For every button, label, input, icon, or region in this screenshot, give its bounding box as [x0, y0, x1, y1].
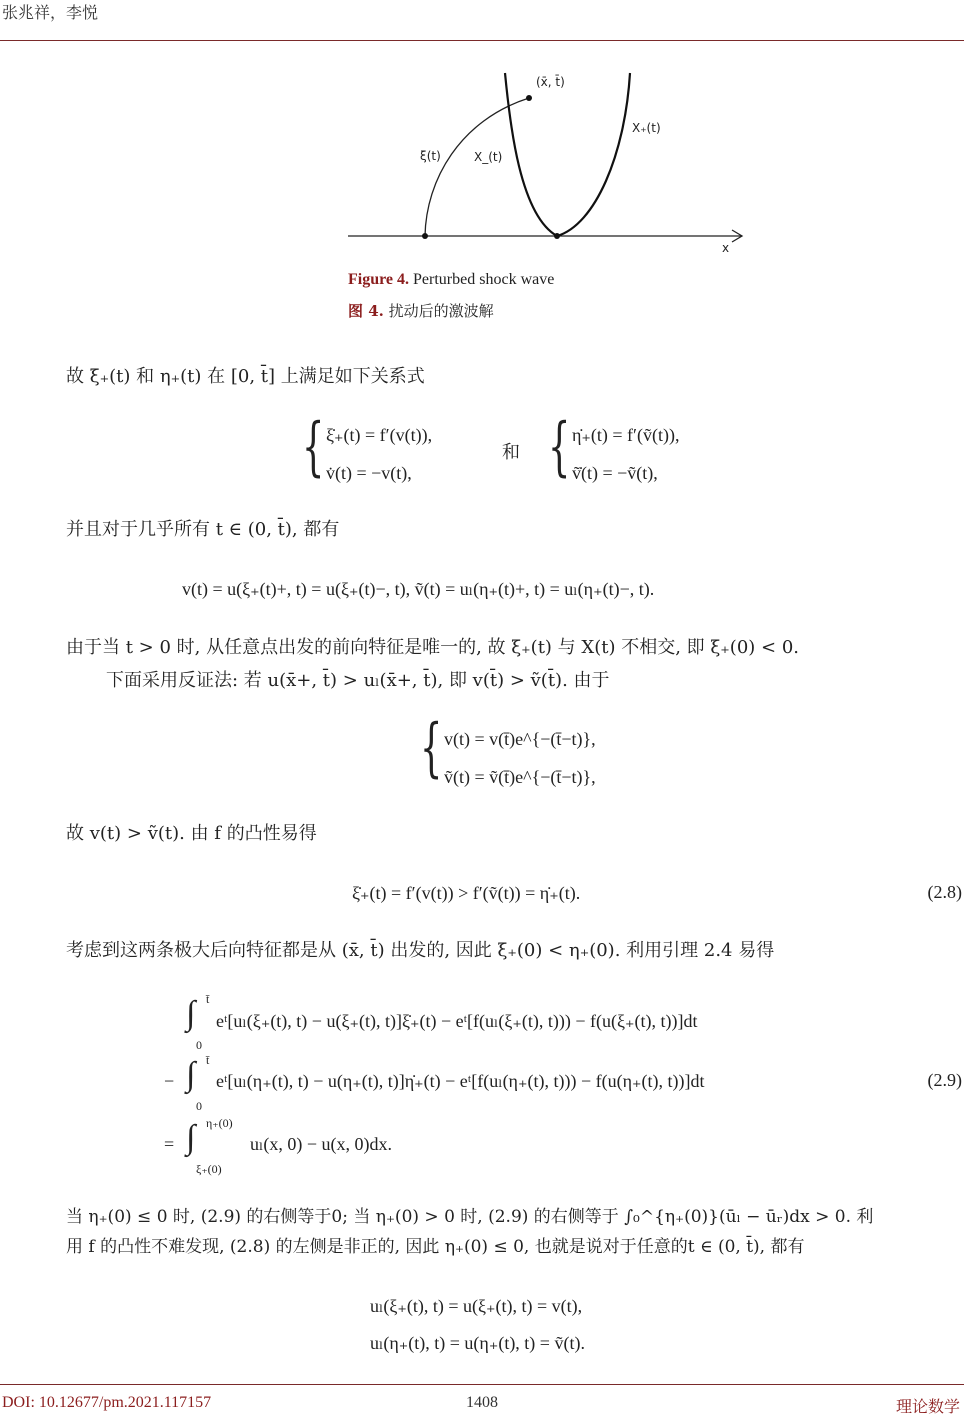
paragraph-2: 并且对于几乎所有 t ∈ (0, t̄), 都有 — [66, 519, 340, 540]
caption-cn — [348, 300, 494, 321]
point-xbar-tbar — [526, 95, 532, 101]
footer-rule — [0, 1384, 964, 1385]
point-start-xi — [422, 233, 428, 239]
label-xi: ξ(t) — [420, 149, 441, 163]
parabola-curve — [505, 73, 630, 236]
paragraph-7: 当 η₊(0) ≤ 0 时, (2.9) 的右侧等于0; 当 η₊(0) > 0 时, (2.9) 的右侧等于 ∫₀^{η₊(0)}(ūₗ − ūᵣ)dx > 0. 利 — [66, 1207, 874, 1227]
equation-v: v(t) = u(ξ₊(t)+, t) = u(ξ₊(t)−, t), ṽ(t) = uₗ(η₊(t)+, t) = uₗ(η₊(t)−, t). — [182, 579, 655, 599]
equation-2-9-line-1: eᵗ[uₗ(ξ₊(t), t) − u(ξ₊(t), t)]ξ̇₊(t) − eᵗ[f(uₗ(ξ₊(t), t))) − f(u(ξ₊(t), t))]dt — [216, 1011, 698, 1031]
paragraph-3: 由于当 t > 0 时, 从任意点出发的前向特征是唯一的, 故 ξ₊(t) 与 X(t) 不相交, 即 ξ₊(0) < 0. — [66, 637, 799, 658]
system-1-line-a: ξ̇₊(t) = f′(v(t)), — [326, 425, 433, 445]
caption-en — [348, 271, 554, 289]
header-authors: 张兆祥，李悦 — [2, 3, 99, 22]
paragraph-4: 下面采用反证法: 若 u(x̄+, t̄) > uₗ(x̄+, t̄), 即 v(t̄) > ṽ(t̄). 由于 — [106, 670, 610, 691]
label-point: (x̄, t̄) — [536, 75, 565, 89]
system-1-line-b: v̇(t) = −v(t), — [326, 463, 412, 483]
equation-2-9-line-2: eᵗ[uₗ(η₊(t), t) − u(η₊(t), t)]η̇₊(t) − eᵗ[f(uₗ(η₊(t), t))) − f(u(η₊(t), t))]dt — [216, 1071, 705, 1091]
caption-en-label: Figure 4. — [348, 271, 410, 288]
paragraph-1: 故 ξ₊(t) 和 η₊(t) 在 [0, t̄] 上满足如下关系式 — [66, 366, 425, 387]
point-vertex — [554, 233, 560, 239]
label-x-axis: x — [722, 241, 730, 255]
minus-sign: − — [164, 1071, 175, 1091]
integral-3-upper: η₊(0) — [206, 1116, 233, 1130]
integral-3-lower: ξ₊(0) — [196, 1162, 222, 1176]
equation-end-1: uₗ(ξ₊(t), t) = u(ξ₊(t), t) = v(t), — [370, 1296, 583, 1316]
equals-sign: = — [164, 1134, 175, 1154]
integral-1-upper: t̄ — [206, 992, 210, 1006]
footer-page-number: 1408 — [466, 1394, 498, 1411]
paragraph-8: 用 f 的凸性不难发现, (2.8) 的左侧是非正的, 因此 η₊(0) ≤ 0, 也就是说对于任意的t ∈ (0, t̄), 都有 — [66, 1237, 805, 1257]
footer-doi-link[interactable]: DOI: 10.12677/pm.2021.117157 — [2, 1394, 212, 1411]
brace-system-1: { — [302, 410, 325, 484]
integral-2-lower: 0 — [196, 1099, 202, 1113]
label-xplus: X₊(t) — [632, 121, 661, 135]
system-3-line-b: ṽ(t) = ṽ(t̄)e^{−(t̄−t)}, — [444, 767, 596, 787]
brace-system-2: { — [548, 410, 571, 484]
equation-number-2-8: (2.8) — [927, 882, 962, 902]
label-xminus: X_(t) — [474, 150, 503, 164]
equation-2-9-line-3: uₗ(x, 0) − u(x, 0)dx. — [250, 1134, 392, 1154]
brace-system-3: { — [420, 711, 443, 785]
equation-number-2-9: (2.9) — [927, 1070, 962, 1090]
equation-end-2: uₗ(η₊(t), t) = u(η₊(t), t) = ṽ(t). — [370, 1333, 585, 1353]
integral-2-upper: t̄ — [206, 1053, 210, 1067]
paragraph-6: 考虑到这两条极大后向特征都是从 (x̄, t̄) 出发的, 因此 ξ₊(0) < η₊(0). 利用引理 2.4 易得 — [66, 940, 775, 961]
integral-sign-3: ∫ — [186, 1119, 196, 1156]
caption-en-text: Perturbed shock wave — [413, 271, 555, 288]
header-rule — [0, 40, 964, 41]
integral-sign-1: ∫ — [186, 995, 196, 1032]
caption-cn-label: 图 4. — [348, 302, 384, 320]
paragraph-5: 故 v(t) > ṽ(t). 由 f 的凸性易得 — [66, 823, 317, 844]
system-2-line-a: η̇₊(t) = f′(ṽ(t)), — [572, 425, 680, 445]
integral-sign-2: ∫ — [186, 1056, 196, 1093]
system-2-line-b: ṽ̇(t) = −ṽ(t), — [572, 463, 658, 483]
figure-perturbed-shock — [340, 65, 750, 260]
system-and: 和 — [502, 442, 520, 462]
footer-journal-name: 理论数学 — [895, 1397, 960, 1416]
integral-1-lower: 0 — [196, 1038, 202, 1052]
equation-2-8: ξ̇₊(t) = f′(v(t)) > f′(ṽ(t)) = η̇₊(t). — [352, 883, 581, 903]
xi-curve — [425, 98, 529, 236]
caption-cn-text: 扰动后的激波解 — [388, 302, 494, 320]
system-3-line-a: v(t) = v(t̄)e^{−(t̄−t)}, — [444, 729, 596, 749]
